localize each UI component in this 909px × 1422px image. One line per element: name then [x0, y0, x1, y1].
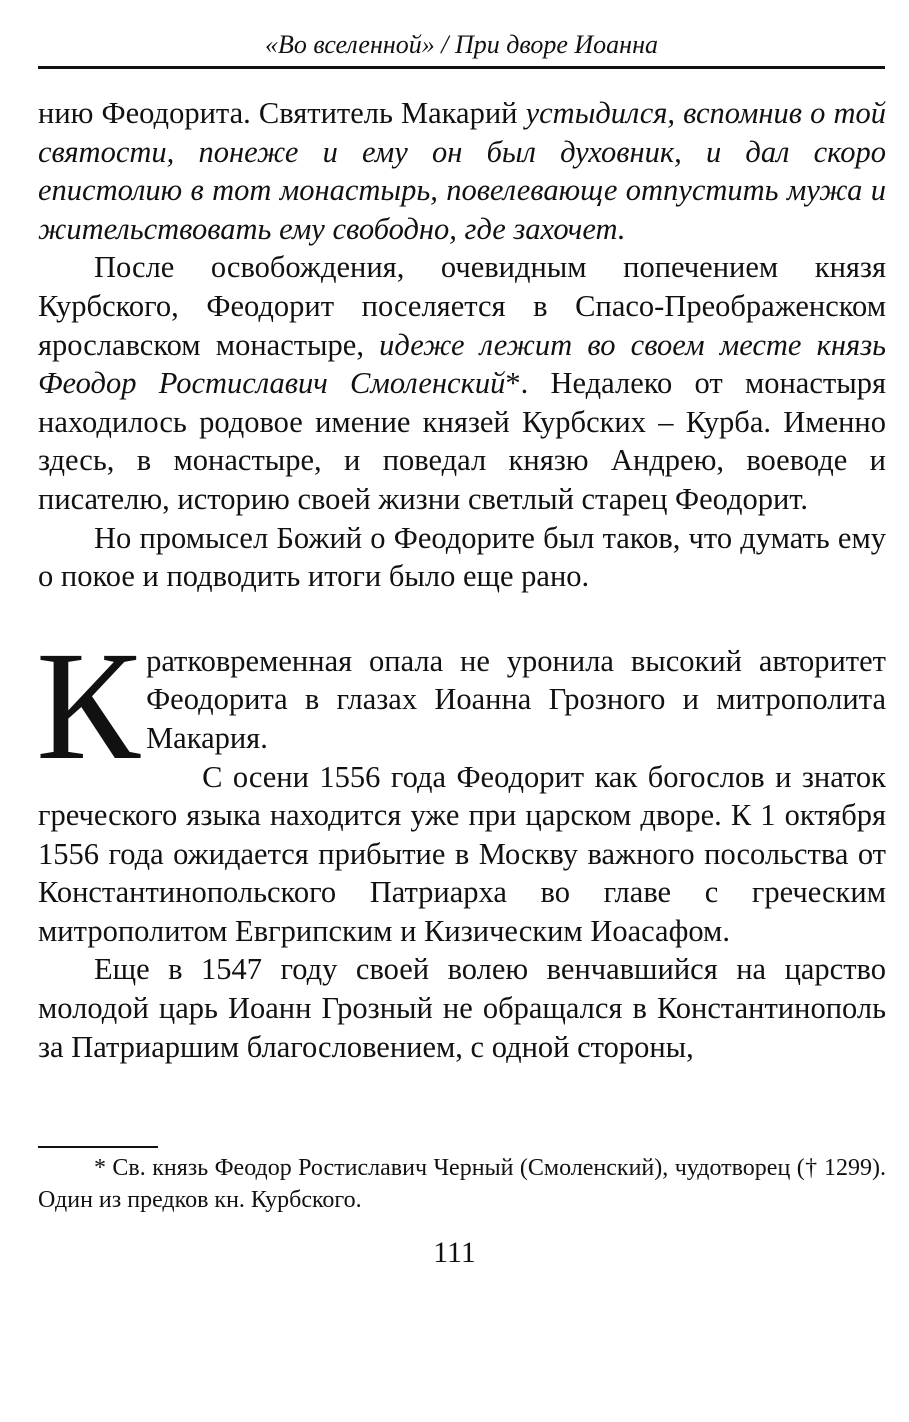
- paragraph-4: [36, 618, 886, 792]
- page-number: 111: [433, 1236, 476, 1269]
- paragraph-3: Но промысел Божий о Феодорите был таков, что думать ему о покое и подводить итоги было еще рано.: [38, 520, 886, 594]
- main-text: [38, 94, 886, 1066]
- paragraph-2-quote: идеже лежит во своем месте князь Феодор Ростиславич Смоленский: [38, 327, 887, 401]
- header-rule: [38, 66, 885, 69]
- paragraph-1-plain: нию Феодорита. Святитель Макарий: [38, 96, 526, 130]
- paragraph-2-end: *. Недалеко от монастыря находилось родовое имение князей Курбских – Курба. Именно здесь, в монастыре, и поведал князю Андрею, воеводе и писателю, историю своей жизни светлый старец Феодорит.: [38, 366, 886, 516]
- paragraph-6: Еще в 1547 году своей волею венчавшийся на царство молодой царь Иоанн Грозный не обращался в Константинополь за Патриаршим благословением, с одной стороны,: [38, 952, 886, 1064]
- paragraph-5: С осени 1556 года Феодорит как богослов и знаток греческого языка находится уже при царском дворе. К 1 октября 1556 года ожидается прибытие в Москву важного посольства от Константинопольского Патриарха во главе с греческим митрополитом Евгрипским и Кизическим Иоасафом.: [38, 759, 886, 948]
- drop-cap: К: [36, 618, 141, 792]
- paragraph-4-text: ратковременная опала не уронила высокий авторитет Феодорита в глазах Иоанна Грозного и митрополита Макария.: [146, 643, 886, 755]
- paragraph-1: [38, 94, 886, 248]
- footnote: [38, 1152, 886, 1216]
- footnote-text: * Св. князь Феодор Ростиславич Черный (Смоленский), чудотворец († 1299). Один из предков кн. Курбского.: [38, 1155, 886, 1213]
- section-break: [38, 596, 886, 642]
- paragraph-1-quote: устыдился, вспомнив о той святости, понеже и ему он был духовник, и дал скоро епистолию в тот монастырь, повелевающе отпустить мужа и жительствовать ему свободно, где захочет.: [38, 96, 886, 246]
- paragraph-2-start: После освобождения, очевидным попечением князя Курбского, Феодорит поселяется в Спасо-Преображенском ярославском монастыре,: [38, 250, 886, 362]
- footnote-rule: [38, 1146, 158, 1148]
- running-head: «Во вселенной» / При дворе Иоанна: [265, 30, 658, 59]
- paragraph-2: [38, 248, 886, 518]
